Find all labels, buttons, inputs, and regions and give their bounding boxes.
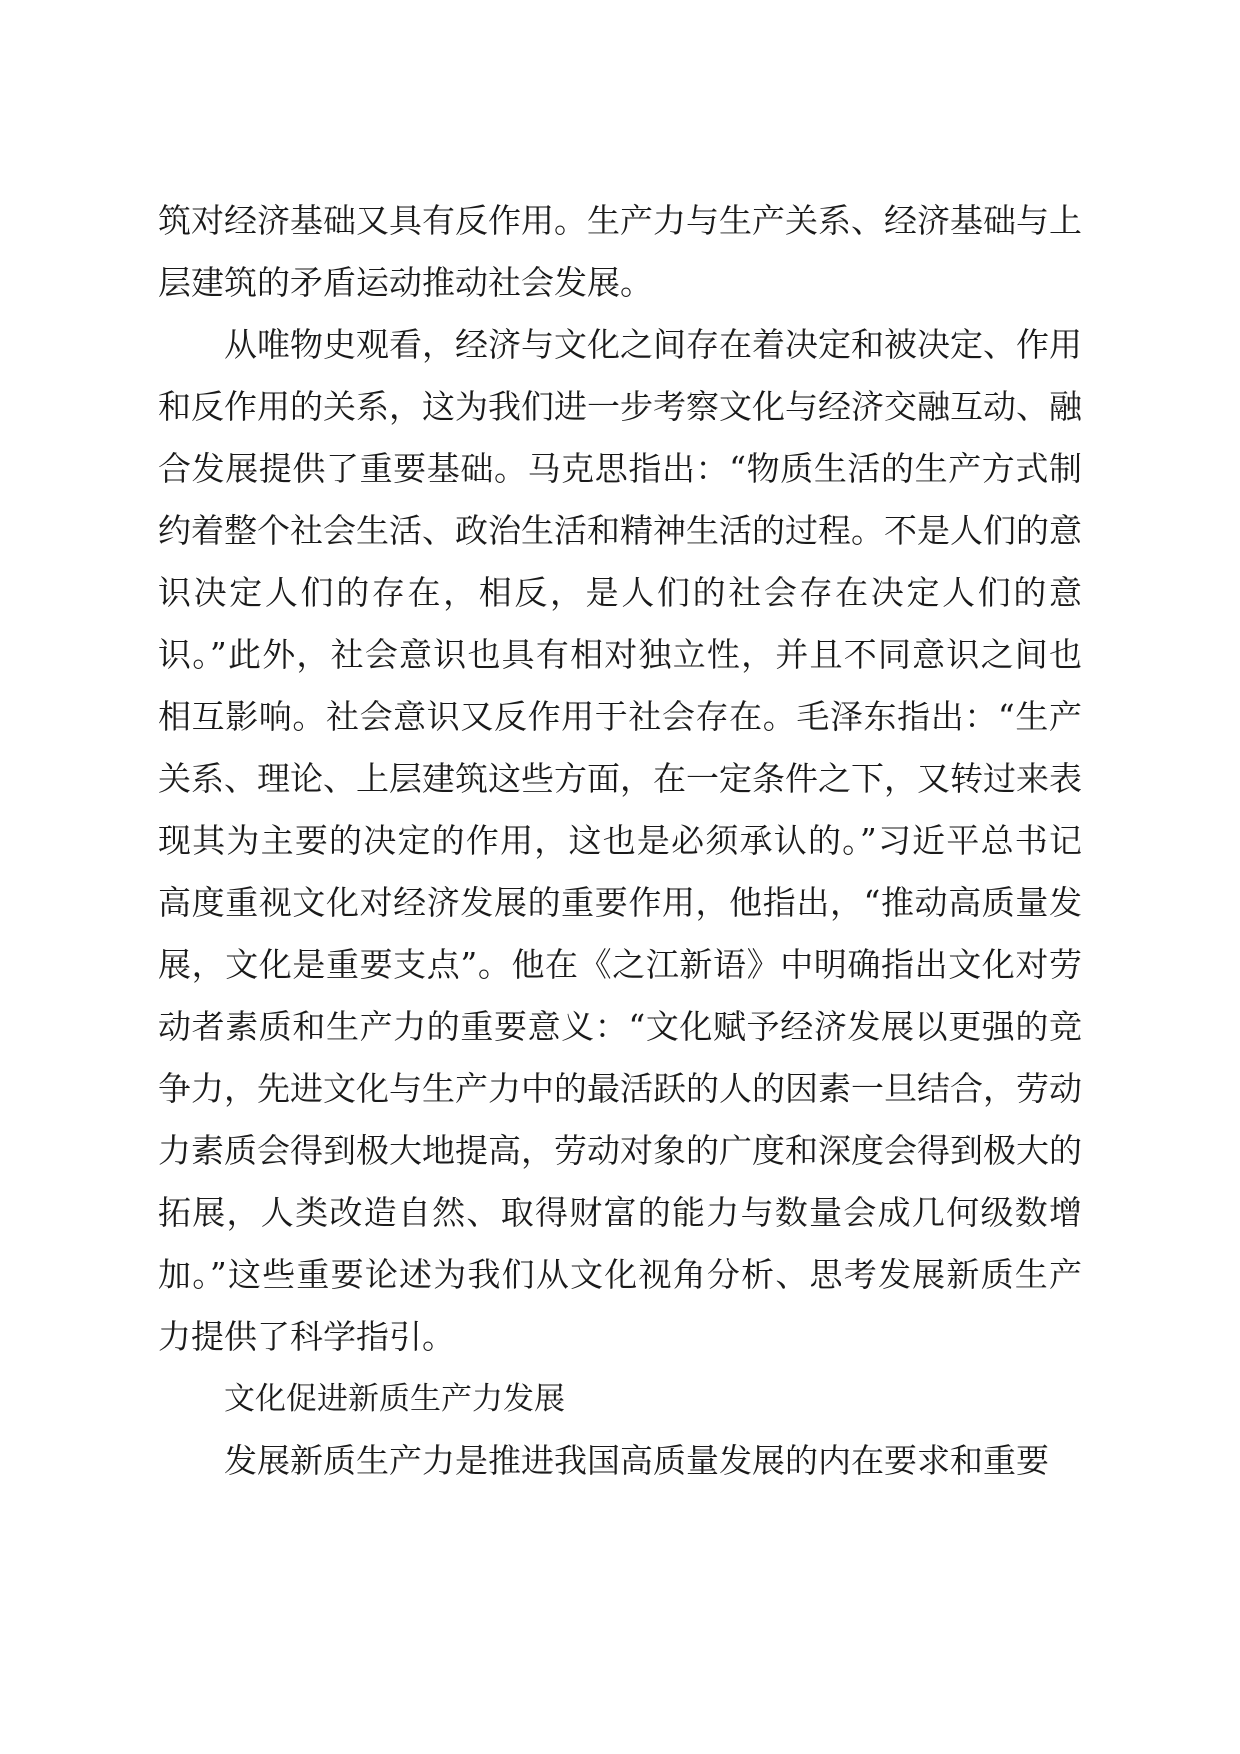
section-heading: 文化促进新质生产力发展 [224, 1381, 565, 1417]
paragraph-new-productivity: 发展新质生产力是推进我国高质量发展的内在要求和重要 [224, 1441, 1049, 1480]
body-text [158, 190, 1082, 1492]
paragraph-continuation: 筑对经济基础又具有反作用。生产力与生产关系、经济基础与上层建筑的矛盾运动推动社会发展。 [158, 201, 1082, 302]
paragraph-materialism: 从唯物史观看，经济与文化之间存在着决定和被决定、作用和反作用的关系，这为我们进一步考察文化与经济交融互动、融合发展提供了重要基础。马克思指出：“物质生活的生产方式制约着整个社会生活、政治生活和精神生活的过程。不是人们的意识决定人们的存在，相反，是人们的社会存在决定人们的意识。”此外，社会意识也具有相对独立性，并且不同意识之间也相互影响。社会意识又反作用于社会存在。毛泽东指出：“生产关系、理论、上层建筑这些方面，在一定条件之下，又转过来表现其为主要的决定的作用，这也是必须承认的。”习近平总书记高度重视文化对经济发展的重要作用，他指出，“推动高质量发展，文化是重要支点”。他在《之江新语》中明确指出文化对劳动者素质和生产力的重要意义：“文化赋予经济发展以更强的竞争力，先进文化与生产力中的最活跃的人的因素一旦结合，劳动力素质会得到极大地提高，劳动对象的广度和深度会得到极大的拓展，人类改造自然、取得财富的能力与数量会成几何级数增加。”这些重要论述为我们从文化视角分析、思考发展新质生产力提供了科学指引。 [158, 325, 1082, 1356]
